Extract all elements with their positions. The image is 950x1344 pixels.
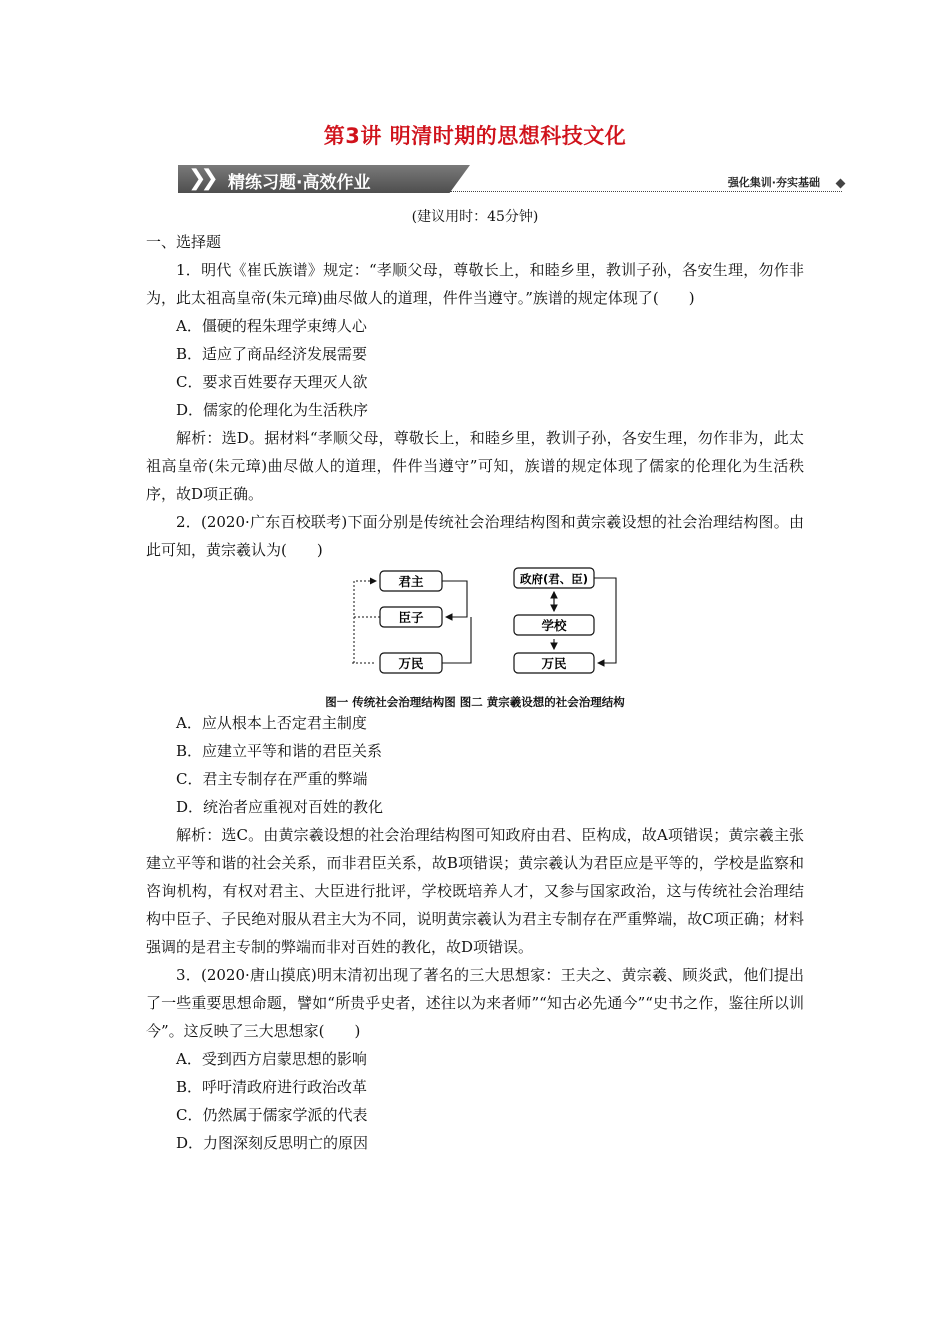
q1-option-b: B．适应了商品经济发展需要 bbox=[176, 345, 368, 363]
q2-option-d: D．统治者应重视对百姓的教化 bbox=[176, 798, 384, 816]
lesson-title: 第3讲 明清时期的思想科技文化 bbox=[323, 124, 627, 148]
q3-option-a: A．受到西方启蒙思想的影响 bbox=[176, 1050, 367, 1068]
section-heading: 一、选择题 bbox=[146, 233, 222, 251]
governance-structure-figure bbox=[146, 564, 804, 709]
q1-option-a: A．僵硬的程朱理学束缚人心 bbox=[176, 317, 367, 335]
banner-dotted-line bbox=[450, 191, 842, 193]
exercise-content bbox=[146, 228, 804, 1157]
q1-analysis: 解析：选D。据材料“孝顺父母，尊敬长上，和睦乡里，教训子孙，各安生理，勿作非为，此太祖高皇帝(朱元璋)曲尽做人的道理，件件当遵守”可知，族谱的规定体现了儒家的伦理化为生活秩序，故D项正确。 bbox=[146, 429, 804, 503]
fig1-label-ruler: 君主 bbox=[398, 574, 424, 589]
fig1-label-ministers: 臣子 bbox=[398, 610, 424, 625]
q2-analysis: 解析：选C。由黄宗羲设想的社会治理结构图可知政府由君、臣构成，故A项错误；黄宗羲主张建立平等和谐的社会关系，而非君臣关系，故B项错误；黄宗羲认为君臣应是平等的，学校是监察和咨询机构，有权对君主、大臣进行批评，学校既培养人才，又参与国家政治，这与传统社会治理结构中臣子、子民绝对服从君主大为不同，说明黄宗羲认为君主专制存在严重弊端，故C项正确；材料强调的是君主专制的弊端而非对百姓的教化，故D项错误。 bbox=[146, 826, 804, 956]
q1-option-c: C．要求百姓要存天理灭人欲 bbox=[176, 373, 368, 391]
banner-right-text: 强化集训·夯实基础 bbox=[727, 176, 820, 189]
diamond-icon bbox=[836, 179, 846, 189]
figure-diagrams bbox=[146, 564, 804, 689]
q2-option-b: B．应建立平等和谐的君臣关系 bbox=[176, 742, 383, 760]
q3-option-d: D．力图深刻反思明亡的原因 bbox=[176, 1134, 369, 1152]
q2-option-a: A．应从根本上否定君主制度 bbox=[176, 714, 367, 732]
q1-stem: 1．明代《崔氏族谱》规定：“孝顺父母，尊敬长上，和睦乡里，教训子孙，各安生理，勿作非为，此太祖高皇帝(朱元璋)曲尽做人的道理，件件当遵守。”族谱的规定体现了( ) bbox=[146, 261, 804, 307]
fig2-label-people: 万民 bbox=[541, 656, 567, 671]
figure-caption: 图一 传统社会治理结构图 图二 黄宗羲设想的社会治理结构 bbox=[325, 695, 625, 709]
q3-stem: 3．(2020·唐山摸底)明末清初出现了著名的三大思想家：王夫之、黄宗羲、顾炎武，他们提出了一些重要思想命题，譬如“所贵乎史者，述往以为来者师”“知古必先通今”“史书之作，鉴往所以训今”。这反映了三大思想家( ) bbox=[146, 966, 804, 1040]
time-hint: (建议用时：45分钟) bbox=[411, 209, 539, 225]
banner-left-text: 精练习题·高效作业 bbox=[228, 173, 371, 193]
q3-option-c: C．仍然属于儒家学派的代表 bbox=[176, 1106, 368, 1124]
fig2-label-school: 学校 bbox=[541, 618, 567, 633]
fig1-label-people: 万民 bbox=[398, 656, 424, 671]
q2-stem: 2．(2020·广东百校联考)下面分别是传统社会治理结构图和黄宗羲设想的社会治理结构图。由此可知，黄宗羲认为( ) bbox=[146, 513, 804, 559]
section-banner bbox=[178, 163, 850, 197]
chevron-right-icon: ❯❯ bbox=[188, 166, 213, 191]
q1-option-d: D．儒家的伦理化为生活秩序 bbox=[176, 401, 369, 419]
fig2-label-government: 政府(君、臣) bbox=[519, 572, 589, 586]
q3-option-b: B．呼吁清政府进行政治改革 bbox=[176, 1078, 368, 1096]
q2-option-c: C．君主专制存在严重的弊端 bbox=[176, 770, 368, 788]
